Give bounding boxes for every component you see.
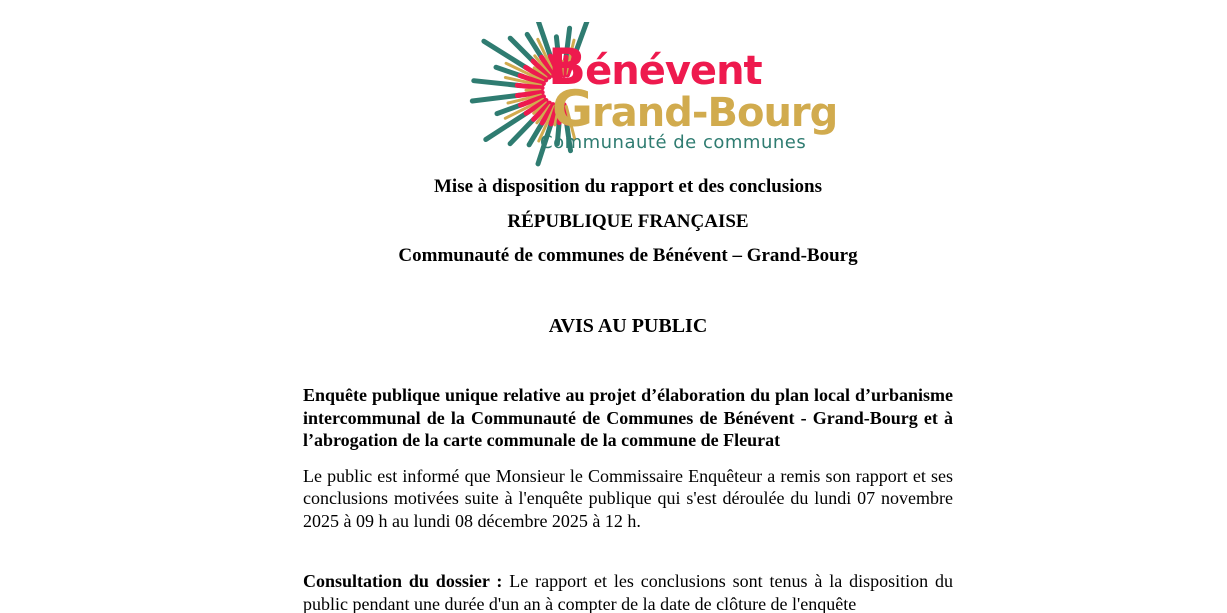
logo: [462, 22, 838, 164]
notice-title: AVIS AU PUBLIC: [548, 315, 708, 337]
logo-title-benevent: Bénévent: [548, 38, 762, 96]
subject-paragraph: Enquête publique unique relative au projet d’élaboration du plan local d’urbanisme intercommunal de la Communauté de Communes de Bénévent - Grand-Bourg et à l’abrogation de la carte communale de la commune de Fleurat: [303, 385, 953, 450]
notice-body: [303, 176, 953, 613]
consultation-text: Le rapport et les conclusions sont tenus à la disposition du public pendant une durée d'un an à compter de la date de clôture de l'enquête: [303, 571, 954, 613]
logo-title-grand-bourg: Grand-Bourg: [552, 80, 838, 138]
report-remittal-paragraph: Le public est informé que Monsieur le Commissaire Enquêteur a remis son rapport et ses conclusions motivées suite à l'enquête publique qui s'est déroulée du lundi 07 novembre 2025 à 09 h au lundi 08 décembre 2025 à 12 h.: [303, 465, 953, 531]
consultation-paragraph: [303, 570, 953, 613]
heading-republique-francaise: RÉPUBLIQUE FRANÇAISE: [507, 211, 749, 232]
logo-subtitle: Communauté de communes: [540, 132, 807, 153]
heading-communaute-de-communes: Communauté de communes de Bénévent – Grand-Bourg: [398, 245, 858, 266]
heading-mise-a-disposition: Mise à disposition du rapport et des conclusions: [434, 176, 822, 197]
consultation-label: Consultation du dossier :: [303, 571, 503, 591]
